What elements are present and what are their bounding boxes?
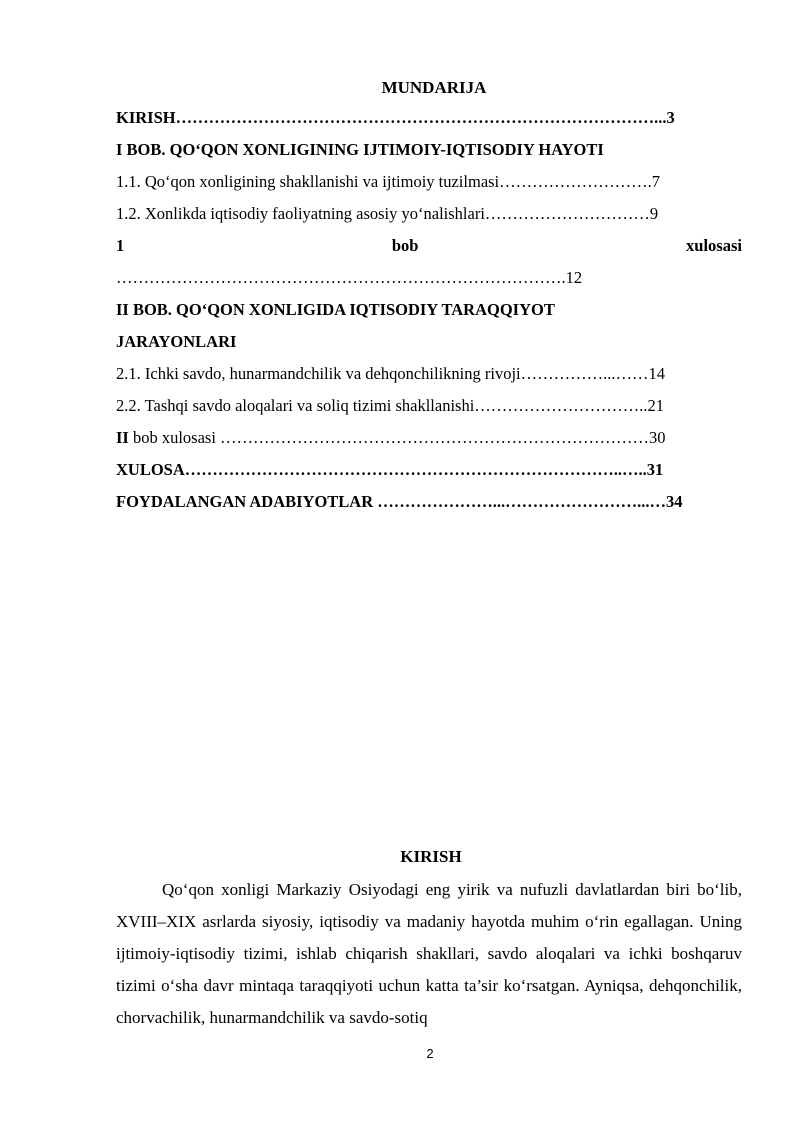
toc-entry-adabiyotlar: FOYDALANGAN ADABIYOTLAR …………………...……………………...…34 [116,492,683,511]
toc-chapter1-title: I BOB. QO‘QON XONLIGINING IJTIMOIY-IQTISODIY HAYOTI [116,140,604,159]
toc-entry-kirish: KIRISH……………………………………………………………………………...3 [116,108,675,127]
conclusion1-bob: bob [391,236,419,255]
toc-entry-2-1: 2.1. Ichki savdo, hunarmandchilik va dehqonchilikning rivoji……………...……14 [116,364,666,383]
conclusion1-number: 1 [116,236,125,255]
page-number: 2 [426,1046,434,1061]
conclusion2-number: II [116,428,129,447]
intro-title: KIRISH [400,847,462,866]
toc-chapter2-title-line1: II BOB. QO‘QON XONLIGIDA IQTISODIY TARAQQIYOT [116,300,555,319]
toc-title: MUNDARIJA [381,78,487,97]
conclusion1-dots: ……………………………………………………………………….12 [116,268,583,287]
intro-paragraph: Qo‘qon xonligi Markaziy Osiyodagi eng yirik va nufuzli davlatlardan biri bo‘lib, XVIII–XIX asrlarda siyosiy, iqtisodiy va madaniy hayotda muhim o‘rin egallagan. Uning ijtimoiy-iqtisodiy tizimi, ishlab chiqarish shakllari, savdo aloqalari va ichki boshqaruv tizimi o‘sha davr mintaqa taraqqiyoti uchun katta ta’sir ko‘rsatgan. Ayniqsa, dehqonchilik, chorvachilik, hunarmandchilik va savdo-sotiq [116,880,742,1027]
conclusion1-xulosasi: xulosasi [686,236,742,255]
toc-entry-xulosa: XULOSA……………………………………………………………………..…..31 [116,460,664,479]
toc-entry-1-1: 1.1. Qo‘qon xonligining shakllanishi va ijtimoiy tuzilmasi……………………….7 [116,172,661,191]
toc-entry-1-2: 1.2. Xonlikda iqtisodiy faoliyatning asosiy yo‘nalishlari…………………………9 [116,204,659,223]
conclusion2-text: bob xulosasi ……………………………………………………………………30 [128,428,666,447]
table-of-contents [116,74,742,518]
toc-entry-2-2: 2.2. Tashqi savdo aloqalari va soliq tizimi shakllanishi…………………………..21 [116,396,665,415]
toc-entry-chapter1-conclusion [116,230,742,262]
toc-entry-chapter2-conclusion [116,422,742,454]
toc-chapter2-title-line2: JARAYONLARI [116,332,237,351]
